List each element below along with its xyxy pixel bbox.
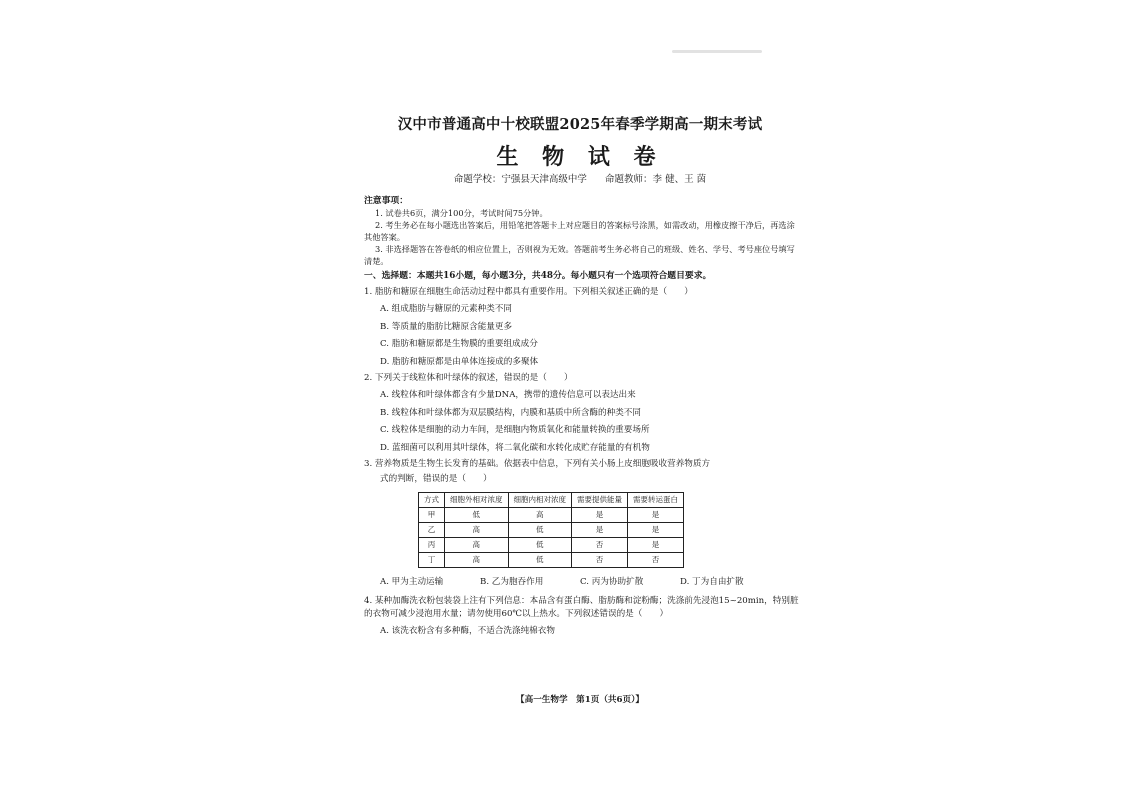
q2-option-c: C. 线粒体是细胞的动力车间，是细胞内物质氧化和能量转换的重要场所: [380, 425, 650, 436]
table-cell: 丙: [419, 537, 445, 552]
q3-option-a: A. 甲为主动运输: [380, 576, 444, 587]
q2-option-a: A. 线粒体和叶绿体都含有少量DNA，携带的遗传信息可以表达出来: [380, 389, 636, 400]
table-cell: 低: [445, 507, 509, 522]
exam-title: 汉中市普通高中十校联盟2025年春季学期高一期末考试: [397, 116, 763, 133]
table-cell: 否: [628, 552, 684, 567]
table-cell: 丁: [419, 552, 445, 567]
table-header-cell: 方式: [419, 492, 445, 507]
exam-paper: [360, 108, 800, 718]
table-cell: 甲: [419, 507, 445, 522]
table-header-cell: 细胞内相对浓度: [508, 492, 572, 507]
table-cell: 是: [628, 537, 684, 552]
q1-option-b: B. 等质量的脂肪比糖原含能量更多: [380, 321, 513, 332]
table-cell: 乙: [419, 522, 445, 537]
page-footer: 【高一生物学 第1页（共6页）】: [516, 695, 644, 705]
notice-title: 注意事项：: [364, 196, 408, 206]
table-cell: 高: [508, 507, 572, 522]
transport-mode-table: [418, 492, 684, 568]
table-cell: 低: [508, 522, 572, 537]
author-school: 命题学校：宁强县天津高级中学: [453, 174, 587, 185]
notice-item: 1. 试卷共6页，满分100分，考试时间75分钟。: [375, 208, 548, 219]
table-header-cell: 需要提供能量: [572, 492, 628, 507]
question-2-stem: 2. 下列关于线粒体和叶绿体的叙述，错误的是（ ）: [364, 372, 573, 383]
scan-smudge: [672, 50, 762, 53]
table-row: [419, 537, 684, 552]
table-cell: 高: [445, 522, 509, 537]
table-cell: 是: [628, 507, 684, 522]
q3-option-c: C. 丙为协助扩散: [580, 576, 644, 587]
exam-subtitle: 生 物 试 卷: [496, 144, 664, 170]
table-cell: 高: [445, 537, 509, 552]
question-4-stem: 4. 某种加酶洗衣粉包装袋上注有下列信息：本品含有蛋白酶、脂肪酶和淀粉酶；洗涤前先浸泡15~20min，特别脏的衣物可减少浸泡用水量；请勿使用60℃以上热水。下列叙述错误的是（ ）: [364, 595, 799, 620]
table-header-row: [419, 492, 684, 507]
q3-option-d: D. 丁为自由扩散: [680, 576, 744, 587]
table-row: [419, 507, 684, 522]
table-header-cell: 细胞外相对浓度: [445, 492, 509, 507]
table-cell: 是: [572, 522, 628, 537]
table-cell: 否: [572, 537, 628, 552]
table-cell: 是: [628, 522, 684, 537]
q4-option-a: A. 该洗衣粉含有多种酶，不适合洗涤纯棉衣物: [380, 626, 555, 637]
table-row: [419, 552, 684, 567]
exam-authors: [360, 173, 800, 187]
q2-option-b: B. 线粒体和叶绿体都为双层膜结构，内膜和基质中所含酶的种类不同: [380, 407, 641, 418]
notice-item: 3. 非选择题答在答卷纸的相应位置上，否则视为无效。答题前考生务必将自己的班级、姓名、学号、考号座位号填写清楚。: [364, 243, 795, 266]
table-header-cell: 需要转运蛋白: [628, 492, 684, 507]
question-1-stem: 1. 脂肪和糖原在细胞生命活动过程中都具有重要作用。下列相关叙述正确的是（ ）: [364, 286, 693, 297]
section-heading: 一、选择题：本题共16小题，每小题3分，共48分。每小题只有一个选项符合题目要求。: [364, 270, 712, 281]
table-cell: 低: [508, 552, 572, 567]
q2-option-d: D. 蓝细菌可以利用其叶绿体，将二氧化碳和水转化成贮存能量的有机物: [380, 442, 650, 453]
notice-item: 2. 考生务必在每小题选出答案后，用铅笔把答题卡上对应题目的答案标号涂黑，如需改动，用橡皮擦干净后，再选涂其他答案。: [364, 220, 795, 242]
table-cell: 否: [572, 552, 628, 567]
table-row: [419, 522, 684, 537]
q1-option-a: A. 组成脂肪与糖原的元素种类不同: [380, 304, 512, 315]
author-teachers: 命题教师：李 健、王 茵: [605, 174, 707, 185]
q1-option-d: D. 脂肪和糖原都是由单体连接成的多聚体: [380, 356, 539, 367]
q3-option-b: B. 乙为胞吞作用: [480, 576, 544, 587]
table-cell: 高: [445, 552, 509, 567]
table-cell: 低: [508, 537, 572, 552]
q3-options-row: [380, 574, 800, 591]
exam-body: [364, 195, 800, 641]
question-3-stem-line1: 3. 营养物质是生物生长发育的基础。依据表中信息，下列有关小肠上皮细胞吸收营养物质方: [364, 459, 711, 470]
q1-option-c: C. 脂肪和糖原都是生物膜的重要组成成分: [380, 339, 538, 350]
table-cell: 是: [572, 507, 628, 522]
question-3-stem-line2: 式的判断，错误的是（ ）: [380, 473, 492, 484]
